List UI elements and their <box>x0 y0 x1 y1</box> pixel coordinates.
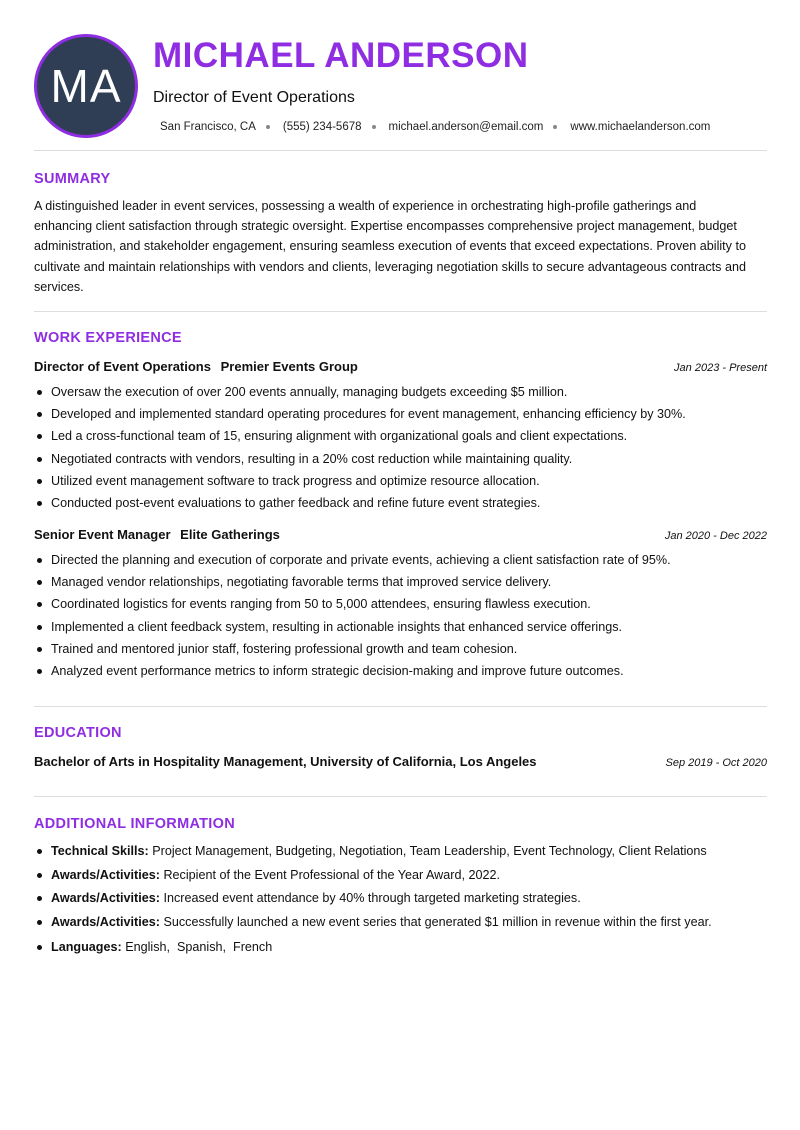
contact-location: San Francisco, CA <box>160 121 256 133</box>
job-header <box>34 359 767 374</box>
item-label: Technical Skills: <box>51 844 149 858</box>
list-item: Conducted post-event evaluations to gather feedback and refine future event strategies. <box>34 492 767 514</box>
item-label: Awards/Activities: <box>51 891 160 905</box>
item-text: English, Spanish, French <box>125 940 273 954</box>
job-header <box>34 527 767 542</box>
list-item: Directed the planning and execution of corporate and private events, achieving a client satisfaction rate of 95%. <box>34 549 767 571</box>
candidate-title: Director of Event Operations <box>153 89 355 106</box>
list-item: Analyzed event performance metrics to inform strategic decision-making and improve future outcomes. <box>34 660 767 682</box>
separator-dot-icon <box>553 125 557 129</box>
item-label: Languages: <box>51 940 122 954</box>
experience-heading: WORK EXPERIENCE <box>34 330 182 346</box>
list-item <box>34 911 767 935</box>
job-bullets <box>34 381 767 514</box>
contact-email[interactable]: michael.anderson@email.com <box>388 121 544 133</box>
list-item: Implemented a client feedback system, resulting in actionable insights that enhanced service offerings. <box>34 616 767 638</box>
item-text: Successfully launched a new event series that generated $1 million in revenue within the first year. <box>163 914 712 929</box>
job-title <box>34 359 358 374</box>
list-item <box>34 864 767 888</box>
list-item: Led a cross-functional team of 15, ensuring alignment with organizational goals and client expectations. <box>34 425 767 447</box>
avatar-initials: MA <box>50 60 122 112</box>
education-heading: EDUCATION <box>34 725 122 741</box>
job-company: Elite Gatherings <box>180 527 280 542</box>
section-divider <box>34 796 767 797</box>
item-label: Awards/Activities: <box>51 867 160 882</box>
section-divider <box>34 706 767 707</box>
list-item: Utilized event management software to track progress and optimize resource allocation. <box>34 470 767 492</box>
list-item <box>34 840 767 864</box>
job-role: Senior Event Manager <box>34 527 171 542</box>
list-item: Coordinated logistics for events ranging from 50 to 5,000 attendees, ensuring flawless execution. <box>34 593 767 615</box>
list-item <box>34 887 767 911</box>
summary-heading: SUMMARY <box>34 171 111 187</box>
list-item: Managed vendor relationships, negotiating favorable terms that improved service delivery. <box>34 571 767 593</box>
candidate-name: MICHAEL ANDERSON <box>153 36 529 75</box>
job-title <box>34 527 280 542</box>
list-item: Oversaw the execution of over 200 events annually, managing budgets exceeding $5 million. <box>34 381 767 403</box>
separator-dot-icon <box>266 125 270 129</box>
section-divider <box>34 311 767 312</box>
list-item: Trained and mentored junior staff, fostering professional growth and team cohesion. <box>34 638 767 660</box>
item-text: Recipient of the Event Professional of the Year Award, 2022. <box>163 867 500 882</box>
job-dates: Jan 2020 - Dec 2022 <box>664 530 767 542</box>
education-dates: Sep 2019 - Oct 2020 <box>665 757 767 769</box>
item-text: Project Management, Budgeting, Negotiation, Team Leadership, Event Technology, Client Relations <box>152 844 707 858</box>
additional-list <box>34 840 767 960</box>
additional-heading: ADDITIONAL INFORMATION <box>34 816 235 832</box>
section-divider <box>34 150 767 151</box>
avatar <box>34 34 138 138</box>
list-item <box>34 936 767 960</box>
list-item: Developed and implemented standard operating procedures for event management, enhancing efficiency by 30%. <box>34 403 767 425</box>
item-text: Increased event attendance by 40% through targeted marketing strategies. <box>163 891 581 905</box>
summary-text: A distinguished leader in event services, possessing a wealth of experience in orchestrating high-profile gatherings and enhancing client satisfaction through strategic oversight. Expertise encompasses comprehensive project management, budget administration, and stakeholder engagement, ensuring seamless execution of events that exceed expectations. Proven ability to cultivate and maintain relationships with vendors and clients, leveraging negotiation skills to secure advantageous contracts and services. <box>34 199 746 294</box>
contact-line <box>160 121 768 133</box>
contact-phone: (555) 234-5678 <box>282 121 362 133</box>
contact-website[interactable]: www.michaelanderson.com <box>570 121 711 133</box>
education-entry <box>34 754 767 769</box>
job-dates: Jan 2023 - Present <box>674 362 767 374</box>
list-item: Negotiated contracts with vendors, resulting in a 20% cost reduction while maintaining quality. <box>34 448 767 470</box>
job-bullets <box>34 549 767 682</box>
separator-dot-icon <box>372 125 376 129</box>
job-company: Premier Events Group <box>220 359 358 374</box>
job-role: Director of Event Operations <box>34 359 211 374</box>
item-label: Awards/Activities: <box>51 914 160 929</box>
education-degree: Bachelor of Arts in Hospitality Management, University of California, Los Angeles <box>34 754 537 769</box>
